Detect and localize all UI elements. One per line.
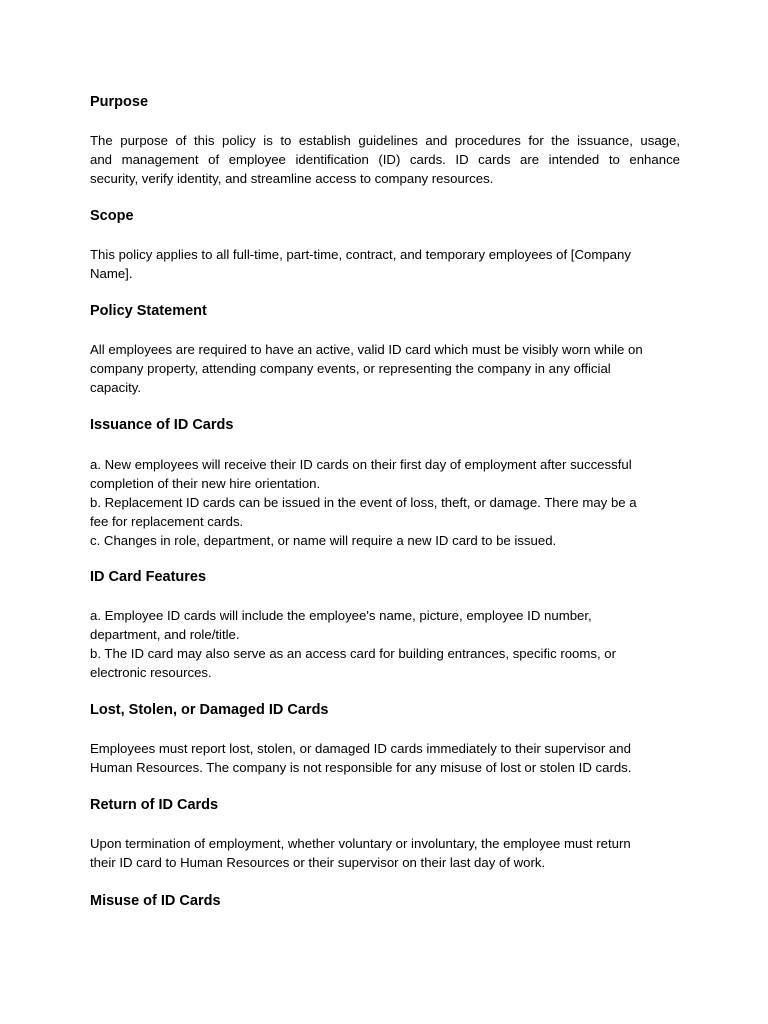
text-line: b. The ID card may also serve as an access card for building entrances, specific rooms, or (90, 646, 617, 661)
text-line: Employees must report lost, stolen, or damaged ID cards immediately to their supervisor and (90, 741, 631, 756)
paragraph-return (90, 834, 680, 872)
text-line: completion of their new hire orientation. (90, 476, 321, 491)
section-lost (90, 701, 678, 720)
text-line: Upon termination of employment, whether voluntary or involuntary, the employee must return (90, 836, 631, 851)
text-line: c. Changes in role, department, or name will require a new ID card to be issued. (90, 533, 557, 548)
paragraph-purpose (90, 131, 680, 188)
text-line: All employees are required to have an active, valid ID card which must be visibly worn while on (90, 342, 643, 357)
text-line: department, and role/title. (90, 627, 240, 642)
section-misuse (90, 892, 678, 911)
section-purpose (90, 93, 678, 112)
section-policy-statement (90, 302, 678, 321)
section-issuance (90, 416, 678, 435)
text-line: and management of employee identification (ID) cards. ID cards are intended to enhance (90, 152, 680, 167)
text-line: electronic resources. (90, 665, 212, 680)
text-line: b. Replacement ID cards can be issued in the event of loss, theft, or damage. There may be a (90, 495, 637, 510)
text-line: a. New employees will receive their ID cards on their first day of employment after successful (90, 457, 632, 472)
heading-lost: Lost, Stolen, or Damaged ID Cards (90, 702, 329, 718)
heading-misuse: Misuse of ID Cards (90, 893, 221, 909)
text-line: their ID card to Human Resources or their supervisor on their last day of work. (90, 855, 546, 870)
text-line: The purpose of this policy is to establish guidelines and procedures for the issuance, usage, (90, 133, 680, 148)
heading-policy-statement: Policy Statement (90, 303, 207, 319)
heading-issuance: Issuance of ID Cards (90, 417, 234, 433)
paragraph-scope (90, 245, 680, 283)
text-line: security, verify identity, and streamline access to company resources. (90, 171, 494, 186)
heading-scope: Scope (90, 208, 134, 224)
text-line: This policy applies to all full-time, part-time, contract, and temporary employees of [Company (90, 247, 631, 262)
section-scope (90, 207, 678, 226)
text-line: company property, attending company events, or representing the company in any official (90, 361, 611, 376)
paragraph-lost (90, 739, 680, 777)
heading-features: ID Card Features (90, 569, 207, 585)
heading-return: Return of ID Cards (90, 797, 219, 813)
text-line: capacity. (90, 380, 142, 395)
text-line: a. Employee ID cards will include the employee's name, picture, employee ID number, (90, 608, 592, 623)
text-line: fee for replacement cards. (90, 514, 244, 529)
paragraph-features (90, 606, 680, 682)
text-line: Human Resources. The company is not responsible for any misuse of lost or stolen ID cards. (90, 760, 632, 775)
heading-purpose: Purpose (90, 94, 149, 110)
paragraph-issuance (90, 455, 680, 550)
text-line: Name]. (90, 266, 133, 281)
paragraph-policy-statement (90, 340, 680, 397)
section-features (90, 568, 678, 587)
section-return (90, 796, 678, 815)
